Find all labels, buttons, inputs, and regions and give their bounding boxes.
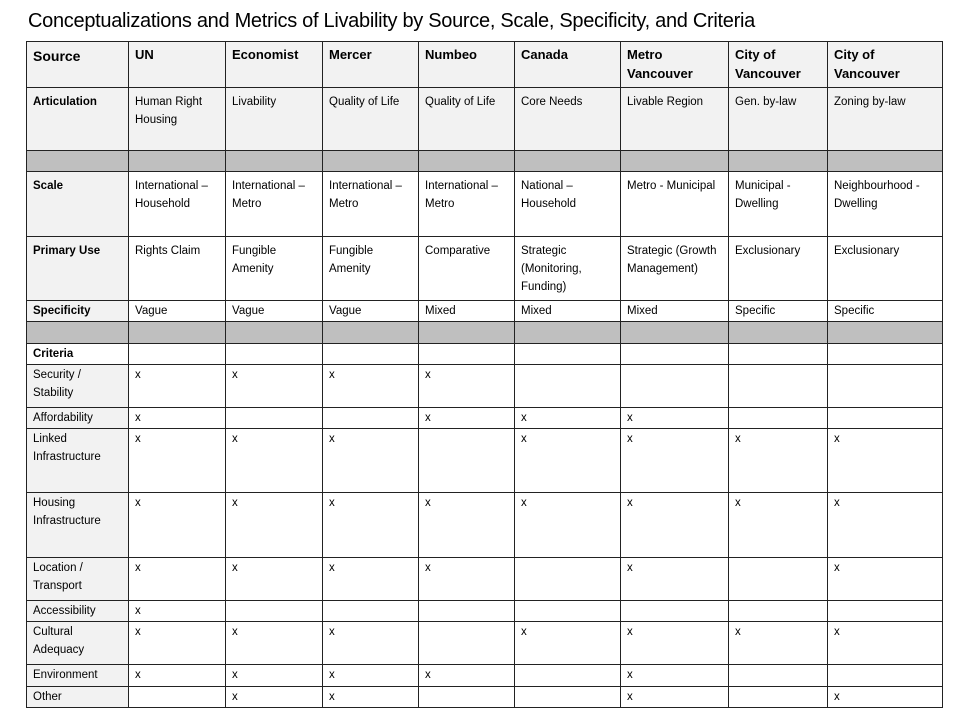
criteria-row bbox=[27, 365, 943, 408]
separator-cell bbox=[226, 322, 323, 344]
criteria-label: Location / Transport bbox=[27, 558, 129, 601]
separator-cell bbox=[621, 151, 729, 172]
criteria-mark-cell: x bbox=[226, 622, 323, 665]
criteria-mark-cell bbox=[729, 665, 828, 687]
criteria-mark-cell: x bbox=[621, 558, 729, 601]
table-cell: Vague bbox=[323, 301, 419, 322]
criteria-mark-cell: x bbox=[226, 558, 323, 601]
column-header: UN bbox=[129, 42, 226, 88]
criteria-mark-cell bbox=[226, 408, 323, 429]
criteria-mark-cell: x bbox=[129, 558, 226, 601]
criteria-mark-cell: x bbox=[226, 365, 323, 408]
criteria-mark-cell bbox=[515, 665, 621, 687]
criteria-mark-cell bbox=[323, 408, 419, 429]
table-cell bbox=[621, 344, 729, 365]
criteria-mark-cell: x bbox=[226, 687, 323, 708]
table-cell: Zoning by-law bbox=[828, 88, 943, 151]
criteria-mark-cell bbox=[828, 665, 943, 687]
table-cell: Fungible Amenity bbox=[323, 237, 419, 301]
criteria-mark-cell bbox=[729, 408, 828, 429]
table-cell: Strategic (Monitoring, Funding) bbox=[515, 237, 621, 301]
criteria-label: Other bbox=[27, 687, 129, 708]
criteria-mark-cell bbox=[419, 429, 515, 493]
criteria-mark-cell: x bbox=[419, 665, 515, 687]
criteria-mark-cell: x bbox=[828, 687, 943, 708]
table-cell: Metro - Municipal bbox=[621, 172, 729, 237]
criteria-mark-cell: x bbox=[323, 687, 419, 708]
table-cell: International – Metro bbox=[323, 172, 419, 237]
table-cell: National – Household bbox=[515, 172, 621, 237]
criteria-label: Accessibility bbox=[27, 601, 129, 622]
criteria-mark-cell: x bbox=[323, 558, 419, 601]
criteria-mark-cell bbox=[419, 601, 515, 622]
criteria-label: Affordability bbox=[27, 408, 129, 429]
table-cell: Exclusionary bbox=[729, 237, 828, 301]
separator-row bbox=[27, 151, 943, 172]
column-header: Metro Vancouver bbox=[621, 42, 729, 88]
criteria-mark-cell bbox=[419, 622, 515, 665]
table-cell: Vague bbox=[129, 301, 226, 322]
separator-cell bbox=[419, 322, 515, 344]
separator-cell bbox=[419, 151, 515, 172]
criteria-mark-cell: x bbox=[323, 493, 419, 558]
table-cell bbox=[226, 344, 323, 365]
criteria-label: Housing Infrastructure bbox=[27, 493, 129, 558]
table-cell: Municipal - Dwelling bbox=[729, 172, 828, 237]
criteria-mark-cell bbox=[323, 601, 419, 622]
specificity-row bbox=[27, 301, 943, 322]
table-cell: Human Right Housing bbox=[129, 88, 226, 151]
separator-cell bbox=[729, 151, 828, 172]
criteria-mark-cell bbox=[729, 558, 828, 601]
criteria-mark-cell: x bbox=[515, 408, 621, 429]
criteria-row bbox=[27, 687, 943, 708]
criteria-mark-cell: x bbox=[729, 429, 828, 493]
criteria-mark-cell: x bbox=[323, 622, 419, 665]
criteria-mark-cell: x bbox=[226, 429, 323, 493]
header-row bbox=[27, 42, 943, 88]
row-label: Primary Use bbox=[27, 237, 129, 301]
criteria-mark-cell: x bbox=[129, 365, 226, 408]
criteria-label: Security / Stability bbox=[27, 365, 129, 408]
separator-cell bbox=[515, 151, 621, 172]
criteria-mark-cell: x bbox=[729, 493, 828, 558]
column-header: City of Vancouver bbox=[828, 42, 943, 88]
criteria-mark-cell: x bbox=[129, 665, 226, 687]
criteria-mark-cell bbox=[129, 687, 226, 708]
table-cell: Gen. by-law bbox=[729, 88, 828, 151]
separator-cell bbox=[226, 151, 323, 172]
column-header: City of Vancouver bbox=[729, 42, 828, 88]
criteria-mark-cell: x bbox=[419, 493, 515, 558]
criteria-row bbox=[27, 622, 943, 665]
separator-cell bbox=[729, 322, 828, 344]
criteria-heading: Criteria bbox=[27, 344, 129, 365]
table-cell: Quality of Life bbox=[323, 88, 419, 151]
criteria-row bbox=[27, 601, 943, 622]
criteria-mark-cell bbox=[515, 365, 621, 408]
separator-row bbox=[27, 322, 943, 344]
table-cell: Specific bbox=[729, 301, 828, 322]
criteria-mark-cell: x bbox=[621, 687, 729, 708]
table-cell: Rights Claim bbox=[129, 237, 226, 301]
table-cell: Mixed bbox=[419, 301, 515, 322]
separator-cell bbox=[515, 322, 621, 344]
criteria-mark-cell bbox=[621, 365, 729, 408]
row-label: Articulation bbox=[27, 88, 129, 151]
criteria-mark-cell bbox=[515, 687, 621, 708]
criteria-mark-cell: x bbox=[828, 558, 943, 601]
separator-cell bbox=[323, 322, 419, 344]
criteria-mark-cell bbox=[419, 687, 515, 708]
criteria-mark-cell: x bbox=[129, 408, 226, 429]
separator-cell bbox=[828, 322, 943, 344]
criteria-mark-cell: x bbox=[621, 429, 729, 493]
criteria-mark-cell: x bbox=[515, 622, 621, 665]
column-header: Canada bbox=[515, 42, 621, 88]
criteria-label: Environment bbox=[27, 665, 129, 687]
table-cell: Specific bbox=[828, 301, 943, 322]
criteria-mark-cell: x bbox=[129, 429, 226, 493]
criteria-mark-cell: x bbox=[828, 493, 943, 558]
criteria-mark-cell: x bbox=[323, 365, 419, 408]
criteria-mark-cell bbox=[729, 601, 828, 622]
criteria-heading-row bbox=[27, 344, 943, 365]
criteria-mark-cell: x bbox=[226, 665, 323, 687]
table-cell bbox=[323, 344, 419, 365]
separator-cell bbox=[323, 151, 419, 172]
criteria-mark-cell bbox=[515, 558, 621, 601]
row-label: Scale bbox=[27, 172, 129, 237]
table-cell: Livable Region bbox=[621, 88, 729, 151]
scale-row bbox=[27, 172, 943, 237]
criteria-mark-cell: x bbox=[129, 493, 226, 558]
criteria-mark-cell: x bbox=[323, 665, 419, 687]
criteria-row bbox=[27, 665, 943, 687]
criteria-mark-cell: x bbox=[323, 429, 419, 493]
table-cell bbox=[129, 344, 226, 365]
table-cell bbox=[515, 344, 621, 365]
criteria-mark-cell bbox=[828, 408, 943, 429]
criteria-row bbox=[27, 429, 943, 493]
criteria-label: Linked Infrastructure bbox=[27, 429, 129, 493]
criteria-mark-cell: x bbox=[729, 622, 828, 665]
separator-cell bbox=[27, 322, 129, 344]
criteria-mark-cell bbox=[828, 365, 943, 408]
criteria-mark-cell: x bbox=[621, 622, 729, 665]
table-cell: International – Household bbox=[129, 172, 226, 237]
criteria-mark-cell bbox=[729, 687, 828, 708]
table-cell: Mixed bbox=[515, 301, 621, 322]
criteria-row bbox=[27, 558, 943, 601]
criteria-mark-cell bbox=[621, 601, 729, 622]
table-cell: Quality of Life bbox=[419, 88, 515, 151]
criteria-rows bbox=[27, 365, 943, 708]
source-header: Source bbox=[27, 42, 129, 88]
primary-use-row bbox=[27, 237, 943, 301]
criteria-mark-cell: x bbox=[419, 558, 515, 601]
criteria-label: Cultural Adequacy bbox=[27, 622, 129, 665]
criteria-mark-cell: x bbox=[226, 493, 323, 558]
articulation-row bbox=[27, 88, 943, 151]
table-cell: Livability bbox=[226, 88, 323, 151]
criteria-mark-cell bbox=[729, 365, 828, 408]
table-cell: Core Needs bbox=[515, 88, 621, 151]
criteria-row bbox=[27, 493, 943, 558]
page-title: Conceptualizations and Metrics of Livability by Source, Scale, Specificity, and Criteria bbox=[28, 10, 755, 32]
table-cell: Fungible Amenity bbox=[226, 237, 323, 301]
criteria-mark-cell: x bbox=[621, 665, 729, 687]
criteria-mark-cell: x bbox=[419, 365, 515, 408]
table-cell: International – Metro bbox=[226, 172, 323, 237]
table-cell: International – Metro bbox=[419, 172, 515, 237]
table-cell: Exclusionary bbox=[828, 237, 943, 301]
criteria-mark-cell: x bbox=[621, 408, 729, 429]
criteria-mark-cell: x bbox=[515, 429, 621, 493]
criteria-mark-cell bbox=[828, 601, 943, 622]
row-label: Specificity bbox=[27, 301, 129, 322]
criteria-mark-cell bbox=[226, 601, 323, 622]
table-cell bbox=[729, 344, 828, 365]
table-cell bbox=[419, 344, 515, 365]
separator-cell bbox=[621, 322, 729, 344]
criteria-mark-cell: x bbox=[129, 622, 226, 665]
criteria-mark-cell: x bbox=[419, 408, 515, 429]
separator-cell bbox=[129, 322, 226, 344]
livability-table bbox=[26, 41, 943, 708]
column-header: Economist bbox=[226, 42, 323, 88]
separator-cell bbox=[27, 151, 129, 172]
column-header: Mercer bbox=[323, 42, 419, 88]
criteria-mark-cell bbox=[515, 601, 621, 622]
criteria-mark-cell: x bbox=[828, 622, 943, 665]
table-cell: Vague bbox=[226, 301, 323, 322]
criteria-row bbox=[27, 408, 943, 429]
separator-cell bbox=[828, 151, 943, 172]
table-cell bbox=[828, 344, 943, 365]
criteria-mark-cell: x bbox=[621, 493, 729, 558]
table-cell: Mixed bbox=[621, 301, 729, 322]
column-header: Numbeo bbox=[419, 42, 515, 88]
criteria-mark-cell: x bbox=[515, 493, 621, 558]
criteria-mark-cell: x bbox=[129, 601, 226, 622]
table-cell: Strategic (Growth Management) bbox=[621, 237, 729, 301]
separator-cell bbox=[129, 151, 226, 172]
criteria-mark-cell: x bbox=[828, 429, 943, 493]
table-cell: Neighbourhood - Dwelling bbox=[828, 172, 943, 237]
table-cell: Comparative bbox=[419, 237, 515, 301]
